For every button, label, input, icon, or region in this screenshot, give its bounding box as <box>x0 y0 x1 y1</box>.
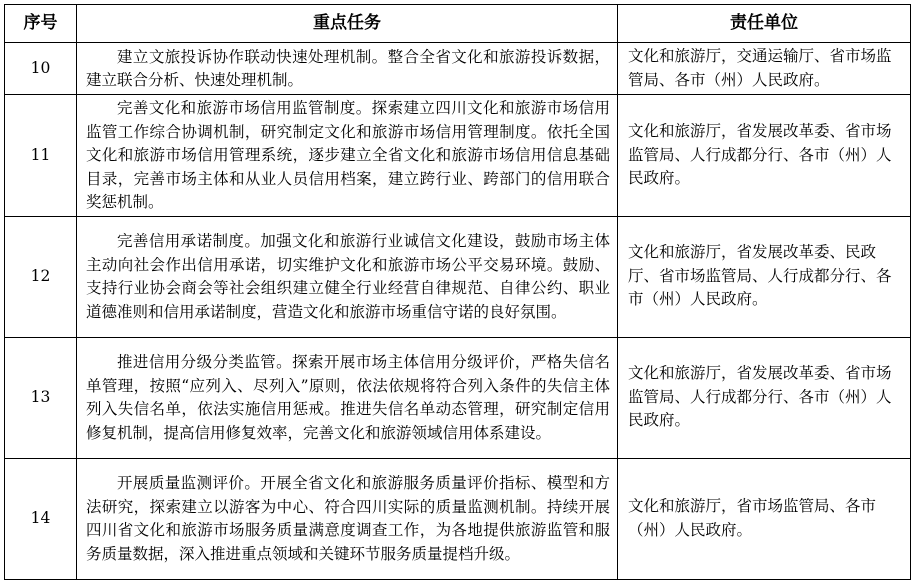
key-task-text: 开展质量监测评价。开展全省文化和旅游服务质量评价指标、模型和方法研究，探索建立以游客为中心、符合四川实际的质量监测机制。持续开展四川省文化和旅游市场服务质量满意度调查工作，为各地提供旅游监管和服务质量数据，深入推进重点领域和关键环节服务质量提档升级。 <box>86 474 610 563</box>
table-row <box>5 216 911 337</box>
row-number: 14 <box>5 458 77 579</box>
task-table <box>4 4 911 580</box>
key-task-text: 完善文化和旅游市场信用监管制度。探索建立四川文化和旅游市场信用监管工作综合协调机制，研究制定文化和旅游市场信用管理制度。依托全国文化和旅游市场信用管理系统，逐步建立全省文化和旅游市场信用信息基础目录，完善市场主体和从业人员信用档案，建立跨行业、跨部门的信用联合奖惩机制。 <box>86 99 610 211</box>
key-task-text: 完善信用承诺制度。加强文化和旅游行业诚信文化建设，鼓励市场主体主动向社会作出信用承诺，切实维护文化和旅游市场公平交易环境。鼓励、支持行业协会商会等社会组织建立健全行业经营自律规范、自律公约、职业道德准则和信用承诺制度，营造文化和旅游市场重信守诺的良好氛围。 <box>86 232 610 321</box>
responsible-unit-cell: 文化和旅游厅，省发展改革委、省市场监管局、人行成都分行、各市（州）人民政府。 <box>618 95 911 217</box>
responsible-unit-cell: 文化和旅游厅，省市场监管局、各市（州）人民政府。 <box>618 458 911 579</box>
row-number: 13 <box>5 337 77 458</box>
header-num: 序号 <box>5 5 77 43</box>
key-task-cell <box>77 216 618 337</box>
row-number: 10 <box>5 43 77 95</box>
table-row <box>5 95 911 217</box>
key-task-cell <box>77 43 618 95</box>
row-number: 11 <box>5 95 77 217</box>
table-row <box>5 458 911 579</box>
row-number: 12 <box>5 216 77 337</box>
responsible-unit-cell: 文化和旅游厅，省发展改革委、民政厅、省市场监管局、人行成都分行、各市（州）人民政府。 <box>618 216 911 337</box>
responsible-unit-cell: 文化和旅游厅，省发展改革委、省市场监管局、人行成都分行、各市（州）人民政府。 <box>618 337 911 458</box>
header-unit: 责任单位 <box>618 5 911 43</box>
table-header-row <box>5 5 911 43</box>
responsible-unit-cell: 文化和旅游厅，交通运输厅、省市场监管局、各市（州）人民政府。 <box>618 43 911 95</box>
key-task-cell <box>77 95 618 217</box>
key-task-cell <box>77 337 618 458</box>
key-task-text: 建立文旅投诉协作联动快速处理机制。整合全省文化和旅游投诉数据，建立联合分析、快速处理机制。 <box>86 47 610 89</box>
key-task-cell <box>77 458 618 579</box>
table-row <box>5 43 911 95</box>
header-task: 重点任务 <box>77 5 618 43</box>
key-task-text: 推进信用分级分类监管。探索开展市场主体信用分级评价，严格失信名单管理，按照“应列入、尽列入”原则，依法依规将符合列入条件的失信主体列入失信名单，依法实施信用惩戒。推进失信名单动态管理，研究制定信用修复机制，提高信用修复效率，完善文化和旅游领域信用体系建设。 <box>86 353 610 442</box>
table-row <box>5 337 911 458</box>
